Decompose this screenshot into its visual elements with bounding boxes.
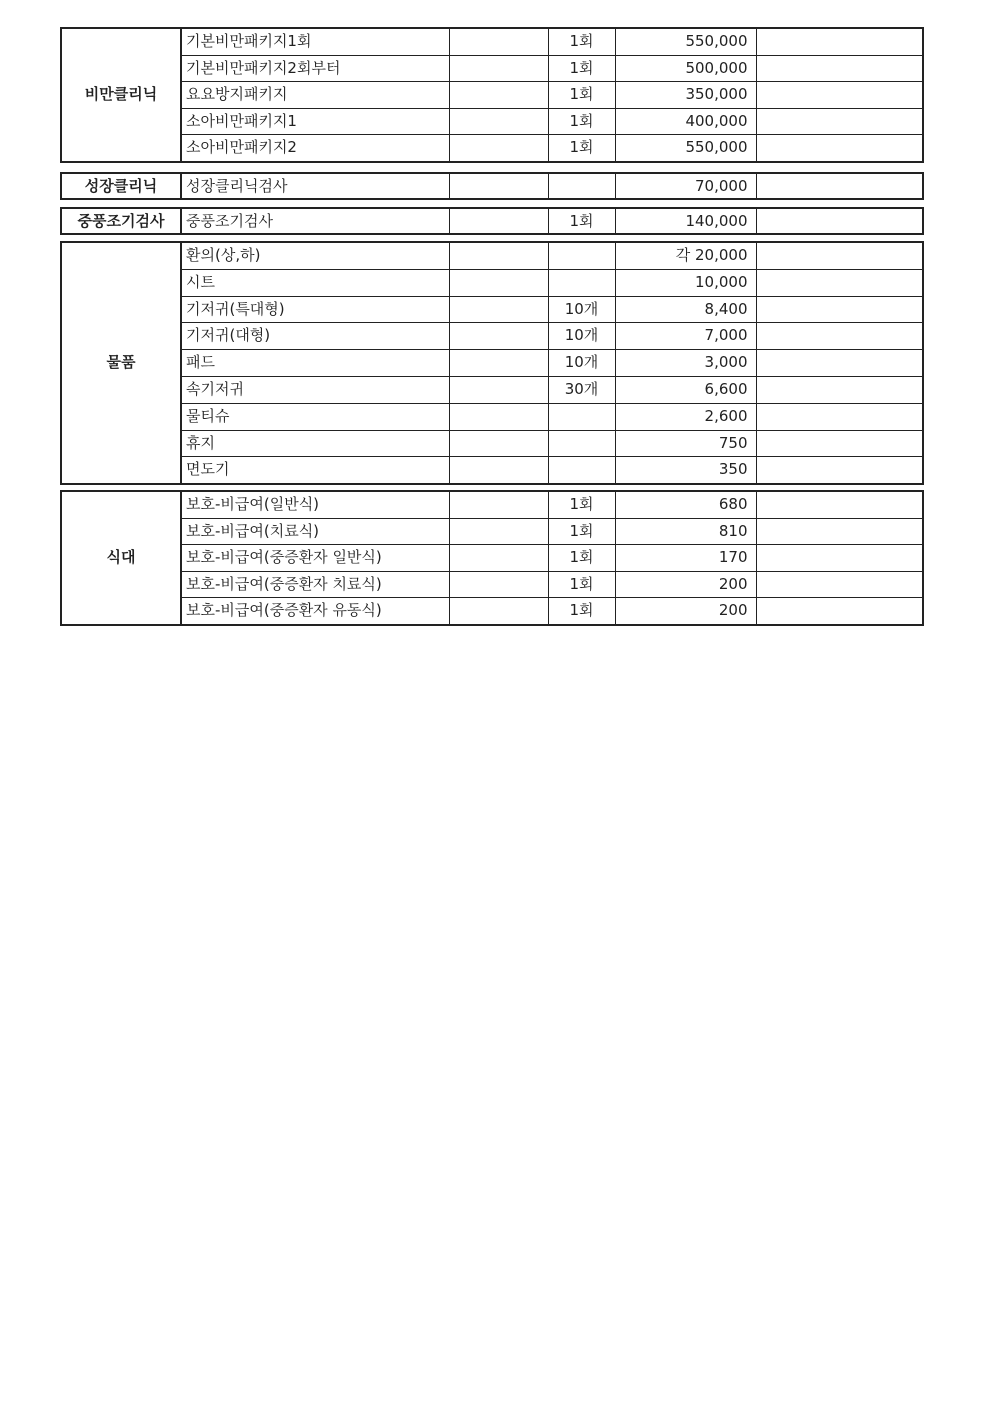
blank-cell [449, 598, 548, 625]
price-cell: 680 [615, 491, 756, 518]
price-cell: 550,000 [615, 28, 756, 55]
item-name: 중풍조기검사 [181, 208, 449, 234]
blank-cell [449, 350, 548, 377]
item-name: 기본비만패키지1회 [181, 28, 449, 55]
item-name: 기저귀(대형) [181, 323, 449, 350]
remarks-cell [756, 242, 923, 269]
section-table [60, 172, 924, 200]
item-name: 시트 [181, 269, 449, 296]
unit-cell [548, 269, 615, 296]
price-cell: 750 [615, 430, 756, 457]
category-label: 비만클리닉 [61, 28, 181, 162]
remarks-cell [756, 545, 923, 572]
unit-cell: 1회 [548, 82, 615, 109]
blank-cell [449, 545, 548, 572]
price-cell: 7,000 [615, 323, 756, 350]
unit-cell: 10개 [548, 323, 615, 350]
item-name: 요요방지패키지 [181, 82, 449, 109]
blank-cell [449, 430, 548, 457]
table-row [61, 242, 923, 269]
category-label: 물품 [61, 242, 181, 484]
item-name: 보호-비급여(중증환자 유동식) [181, 598, 449, 625]
price-cell: 400,000 [615, 108, 756, 135]
item-name: 보호-비급여(일반식) [181, 491, 449, 518]
table-row [61, 82, 923, 109]
price-cell: 500,000 [615, 55, 756, 82]
category-label: 성장클리닉 [61, 173, 181, 199]
price-cell: 140,000 [615, 208, 756, 234]
table-row [61, 55, 923, 82]
table-row [61, 430, 923, 457]
unit-cell: 1회 [548, 571, 615, 598]
unit-cell: 10개 [548, 350, 615, 377]
remarks-cell [756, 350, 923, 377]
category-label: 식대 [61, 491, 181, 625]
remarks-cell [756, 28, 923, 55]
blank-cell [449, 108, 548, 135]
table-row [61, 376, 923, 403]
item-name: 패드 [181, 350, 449, 377]
price-cell: 550,000 [615, 135, 756, 162]
remarks-cell [756, 430, 923, 457]
item-name: 보호-비급여(치료식) [181, 518, 449, 545]
table-row [61, 208, 923, 234]
item-name: 보호-비급여(중증환자 일반식) [181, 545, 449, 572]
price-cell: 350 [615, 457, 756, 484]
blank-cell [449, 323, 548, 350]
remarks-cell [756, 571, 923, 598]
table-row [61, 571, 923, 598]
table-row [61, 296, 923, 323]
unit-cell: 1회 [548, 518, 615, 545]
table-row [61, 135, 923, 162]
item-name: 속기저귀 [181, 376, 449, 403]
remarks-cell [756, 269, 923, 296]
table-row [61, 598, 923, 625]
remarks-cell [756, 323, 923, 350]
item-name: 물티슈 [181, 403, 449, 430]
price-cell: 각 20,000 [615, 242, 756, 269]
remarks-cell [756, 135, 923, 162]
remarks-cell [756, 55, 923, 82]
blank-cell [449, 296, 548, 323]
remarks-cell [756, 518, 923, 545]
table-row [61, 457, 923, 484]
remarks-cell [756, 491, 923, 518]
unit-cell: 1회 [548, 135, 615, 162]
blank-cell [449, 518, 548, 545]
table-row [61, 28, 923, 55]
blank-cell [449, 28, 548, 55]
unit-cell: 1회 [548, 28, 615, 55]
remarks-cell [756, 403, 923, 430]
unit-cell: 1회 [548, 208, 615, 234]
table-row [61, 545, 923, 572]
price-cell: 350,000 [615, 82, 756, 109]
blank-cell [449, 269, 548, 296]
item-name: 기저귀(특대형) [181, 296, 449, 323]
item-name: 보호-비급여(중증환자 치료식) [181, 571, 449, 598]
price-cell: 8,400 [615, 296, 756, 323]
unit-cell: 1회 [548, 55, 615, 82]
item-name: 휴지 [181, 430, 449, 457]
table-row [61, 403, 923, 430]
remarks-cell [756, 376, 923, 403]
blank-cell [449, 376, 548, 403]
table-row [61, 350, 923, 377]
table-row [61, 491, 923, 518]
unit-cell [548, 403, 615, 430]
unit-cell [548, 242, 615, 269]
item-name: 면도기 [181, 457, 449, 484]
blank-cell [449, 55, 548, 82]
blank-cell [449, 173, 548, 199]
section-table [60, 490, 924, 626]
price-cell: 170 [615, 545, 756, 572]
unit-cell [548, 173, 615, 199]
item-name: 소아비만패키지1 [181, 108, 449, 135]
table-row [61, 518, 923, 545]
remarks-cell [756, 173, 923, 199]
blank-cell [449, 135, 548, 162]
price-cell: 200 [615, 571, 756, 598]
item-name: 성장클리닉검사 [181, 173, 449, 199]
unit-cell: 1회 [548, 108, 615, 135]
blank-cell [449, 82, 548, 109]
section-table [60, 27, 924, 163]
table-row [61, 108, 923, 135]
price-cell: 6,600 [615, 376, 756, 403]
item-name: 환의(상,하) [181, 242, 449, 269]
unit-cell [548, 457, 615, 484]
blank-cell [449, 208, 548, 234]
price-cell: 200 [615, 598, 756, 625]
blank-cell [449, 457, 548, 484]
unit-cell: 1회 [548, 491, 615, 518]
price-cell: 10,000 [615, 269, 756, 296]
blank-cell [449, 242, 548, 269]
item-name: 기본비만패키지2회부터 [181, 55, 449, 82]
remarks-cell [756, 108, 923, 135]
unit-cell: 10개 [548, 296, 615, 323]
remarks-cell [756, 208, 923, 234]
table-row [61, 269, 923, 296]
unit-cell: 1회 [548, 545, 615, 572]
item-name: 소아비만패키지2 [181, 135, 449, 162]
blank-cell [449, 491, 548, 518]
unit-cell: 30개 [548, 376, 615, 403]
table-row [61, 173, 923, 199]
price-cell: 2,600 [615, 403, 756, 430]
remarks-cell [756, 296, 923, 323]
unit-cell [548, 430, 615, 457]
price-cell: 810 [615, 518, 756, 545]
remarks-cell [756, 457, 923, 484]
blank-cell [449, 403, 548, 430]
section-table [60, 241, 924, 485]
price-cell: 3,000 [615, 350, 756, 377]
section-table [60, 207, 924, 235]
table-row [61, 323, 923, 350]
remarks-cell [756, 82, 923, 109]
category-label: 중풍조기검사 [61, 208, 181, 234]
remarks-cell [756, 598, 923, 625]
price-cell: 70,000 [615, 173, 756, 199]
unit-cell: 1회 [548, 598, 615, 625]
blank-cell [449, 571, 548, 598]
